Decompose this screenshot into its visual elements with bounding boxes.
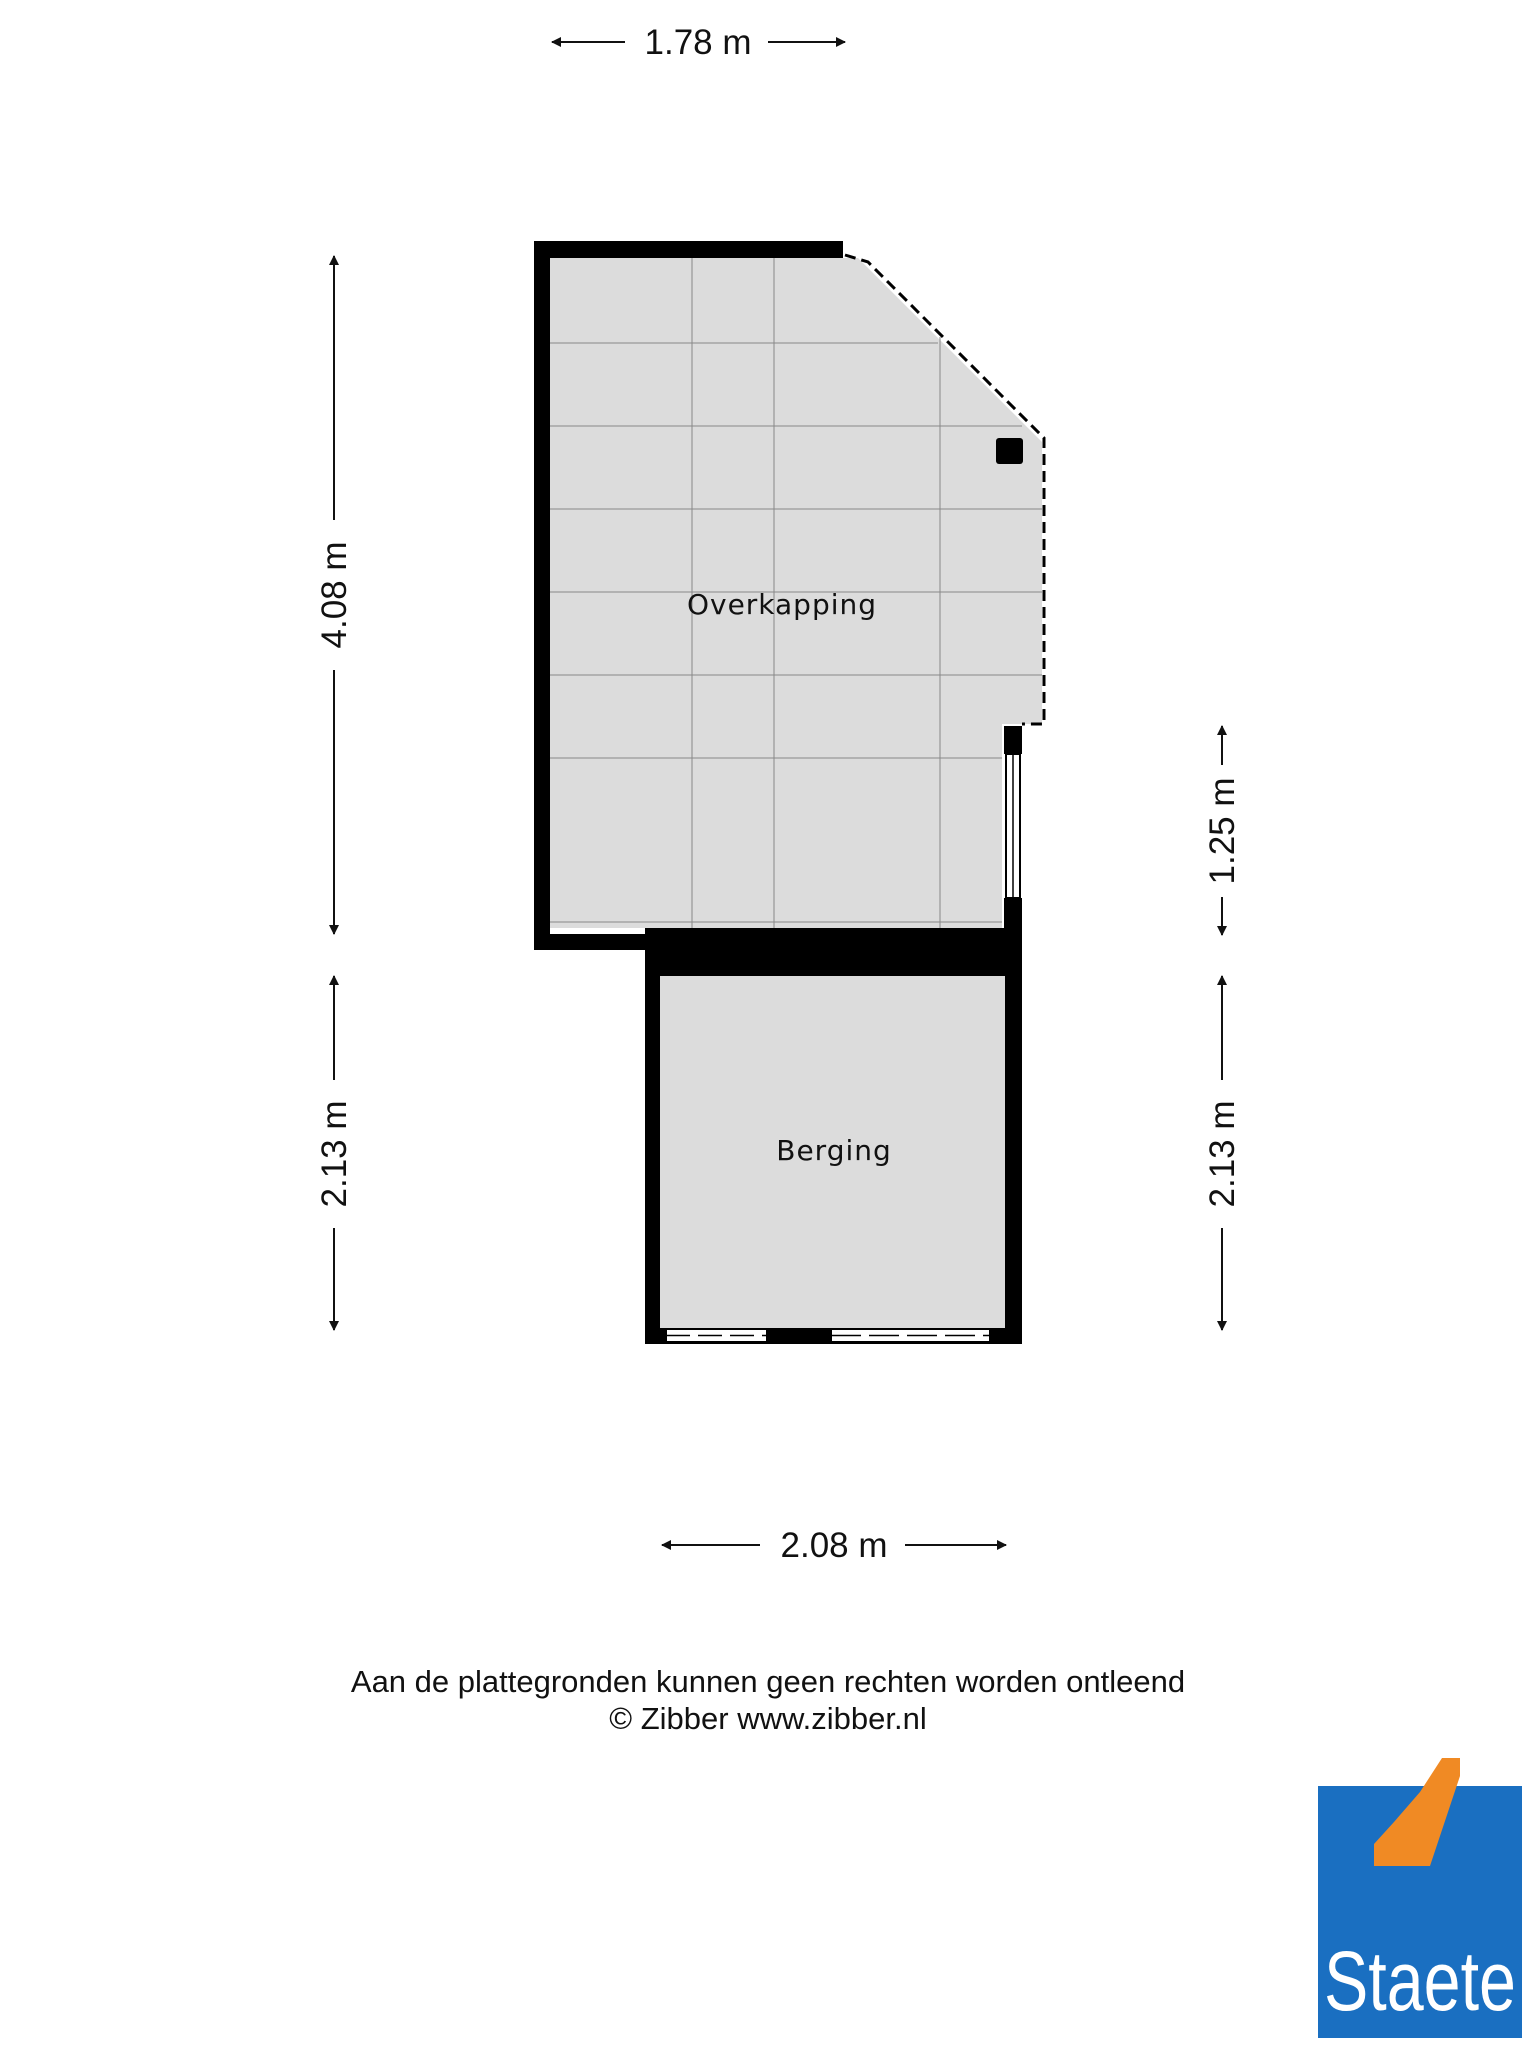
room-label-berging: Berging xyxy=(776,1134,892,1167)
dimension-bottom xyxy=(662,1526,1006,1565)
disclaimer-text: Aan de plattegronden kunnen geen rechten worden ontleend xyxy=(350,1664,1186,1699)
dimension-top xyxy=(552,23,845,62)
dimension-label-top: 1.78 m xyxy=(644,23,752,62)
pillar xyxy=(996,438,1023,464)
dimension-label-right-upper: 1.25 m xyxy=(1203,777,1242,885)
dimension-label-left-upper: 4.08 m xyxy=(315,541,354,649)
dimension-right-upper xyxy=(1203,726,1242,935)
door-right xyxy=(831,1329,990,1342)
berging-room xyxy=(645,928,1022,1344)
door-left xyxy=(666,1329,767,1342)
dimension-label-right-lower: 2.13 m xyxy=(1203,1100,1242,1208)
overkapping-room xyxy=(534,241,1044,950)
room-label-overkapping: Overkapping xyxy=(686,588,878,621)
dimension-label-bottom: 2.08 m xyxy=(780,1526,888,1565)
staete-logo xyxy=(1312,1758,1522,2038)
dimension-left-upper xyxy=(315,256,354,934)
dimension-label-left-lower: 2.13 m xyxy=(315,1100,354,1208)
window xyxy=(1006,754,1020,898)
dimension-right-lower xyxy=(1203,976,1242,1330)
logo-text: Staete xyxy=(1324,1934,1516,2028)
copyright-text: © Zibber www.zibber.nl xyxy=(609,1701,927,1736)
dimension-left-lower xyxy=(315,976,354,1330)
